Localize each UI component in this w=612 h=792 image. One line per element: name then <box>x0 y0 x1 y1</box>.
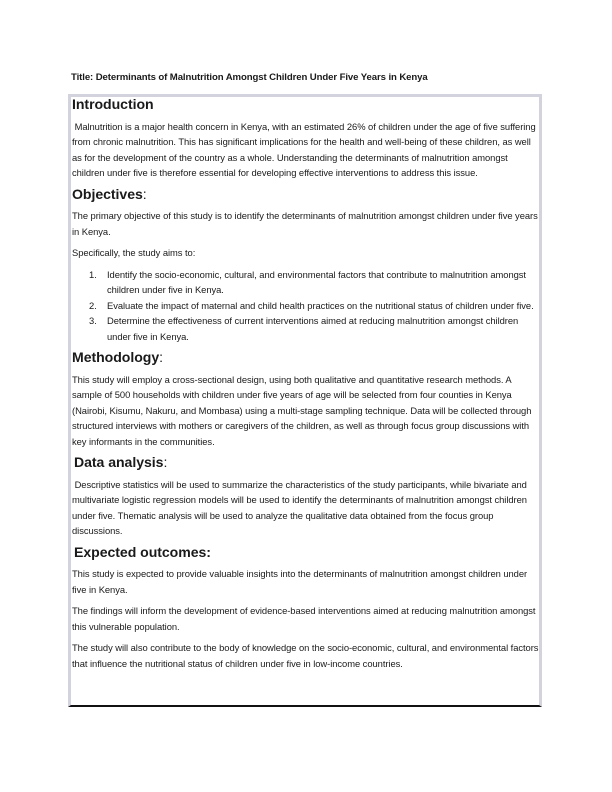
section-expected-outcomes <box>72 545 540 672</box>
list-number: 3. <box>89 315 97 326</box>
objectives-list-item <box>72 313 540 344</box>
list-item-text: Determine the effectiveness of current interventions aimed at reducing malnutrition amongst children under five in Kenya. <box>107 315 519 342</box>
objectives-list <box>72 267 540 345</box>
objectives-list-item <box>72 267 540 298</box>
document-body <box>72 97 540 671</box>
heading-text: Data analysis <box>74 454 164 470</box>
section-heading-methodology <box>72 350 540 366</box>
section-heading-objectives <box>72 187 540 203</box>
heading-text: Introduction <box>72 96 154 112</box>
heading-text: Objectives <box>72 185 143 202</box>
heading-text: Expected outcomes: <box>74 543 211 560</box>
methodology-paragraph: This study will employ a cross-sectional design, using both qualitative and quantitative research methods. A sample of 500 households with children under five years of age will be selected from four counties in Kenya (Nairobi, Kisumu, Nakuru, and Mombasa) using a multi-stage sampling technique. Data will be collected through structured interviews with mothers or caregivers of the children, as well as through focus group discussions with key informants in the communities. <box>72 373 532 447</box>
list-number: 1. <box>89 268 97 280</box>
data-analysis-paragraph: Descriptive statistics will be used to summarize the characteristics of the study participants, while bivariate and multivariate logistic regression models will be used to identify the determinants of malnutrition amongst children under five. Thematic analysis will be used to analyze the qualitative data obtained from the focus group discussions. <box>72 478 530 536</box>
objectives-paragraph-specific: Specifically, the study aims to: <box>72 247 196 258</box>
introduction-paragraph: Malnutrition is a major health concern in Kenya, with an estimated 26% of children under the age of five suffering from chronic malnutrition. This has significant implications for the health and well-being of these children, as well as for the development of the country as a whole. Understanding the determinants of malnutrition amongst children under five is therefore essential for developing effective interventions to address this issue. <box>72 120 539 178</box>
list-item-text: Identify the socio-economic, cultural, and environmental factors that contribute to malnutrition amongst children under five in Kenya. <box>107 268 526 295</box>
expected-outcomes-paragraph: This study is expected to provide valuable insights into the determinants of malnutrition amongst children under five in Kenya. <box>72 568 528 595</box>
objectives-list-item <box>72 298 540 314</box>
objectives-paragraph-primary: The primary objective of this study is to identify the determinants of malnutrition amongst children under five years in Kenya. <box>72 210 538 237</box>
section-objectives <box>72 187 540 345</box>
expected-outcomes-paragraph: The findings will inform the development of evidence-based interventions aimed at reducing malnutrition amongst this vulnerable population. <box>72 605 536 632</box>
heading-colon: : <box>163 454 168 470</box>
heading-colon: : <box>142 185 147 202</box>
list-item-text: Evaluate the impact of maternal and child health practices on the nutritional status of children under five. <box>107 299 534 311</box>
expected-outcomes-paragraph: The study will also contribute to the body of knowledge on the socio-economic, cultural, and environmental factors that influence the nutritional status of children under five in low-income countries. <box>72 642 539 669</box>
heading-colon: : <box>159 349 164 365</box>
section-introduction <box>72 97 540 181</box>
list-number: 2. <box>89 299 97 311</box>
section-heading-expected-outcomes <box>72 545 540 561</box>
section-heading-data-analysis <box>72 455 540 471</box>
document-title: Title: Determinants of Malnutrition Amongst Children Under Five Years in Kenya <box>71 72 428 83</box>
section-heading-introduction <box>72 97 540 113</box>
section-methodology <box>72 350 540 449</box>
heading-text: Methodology <box>72 349 160 365</box>
section-data-analysis <box>72 455 540 539</box>
